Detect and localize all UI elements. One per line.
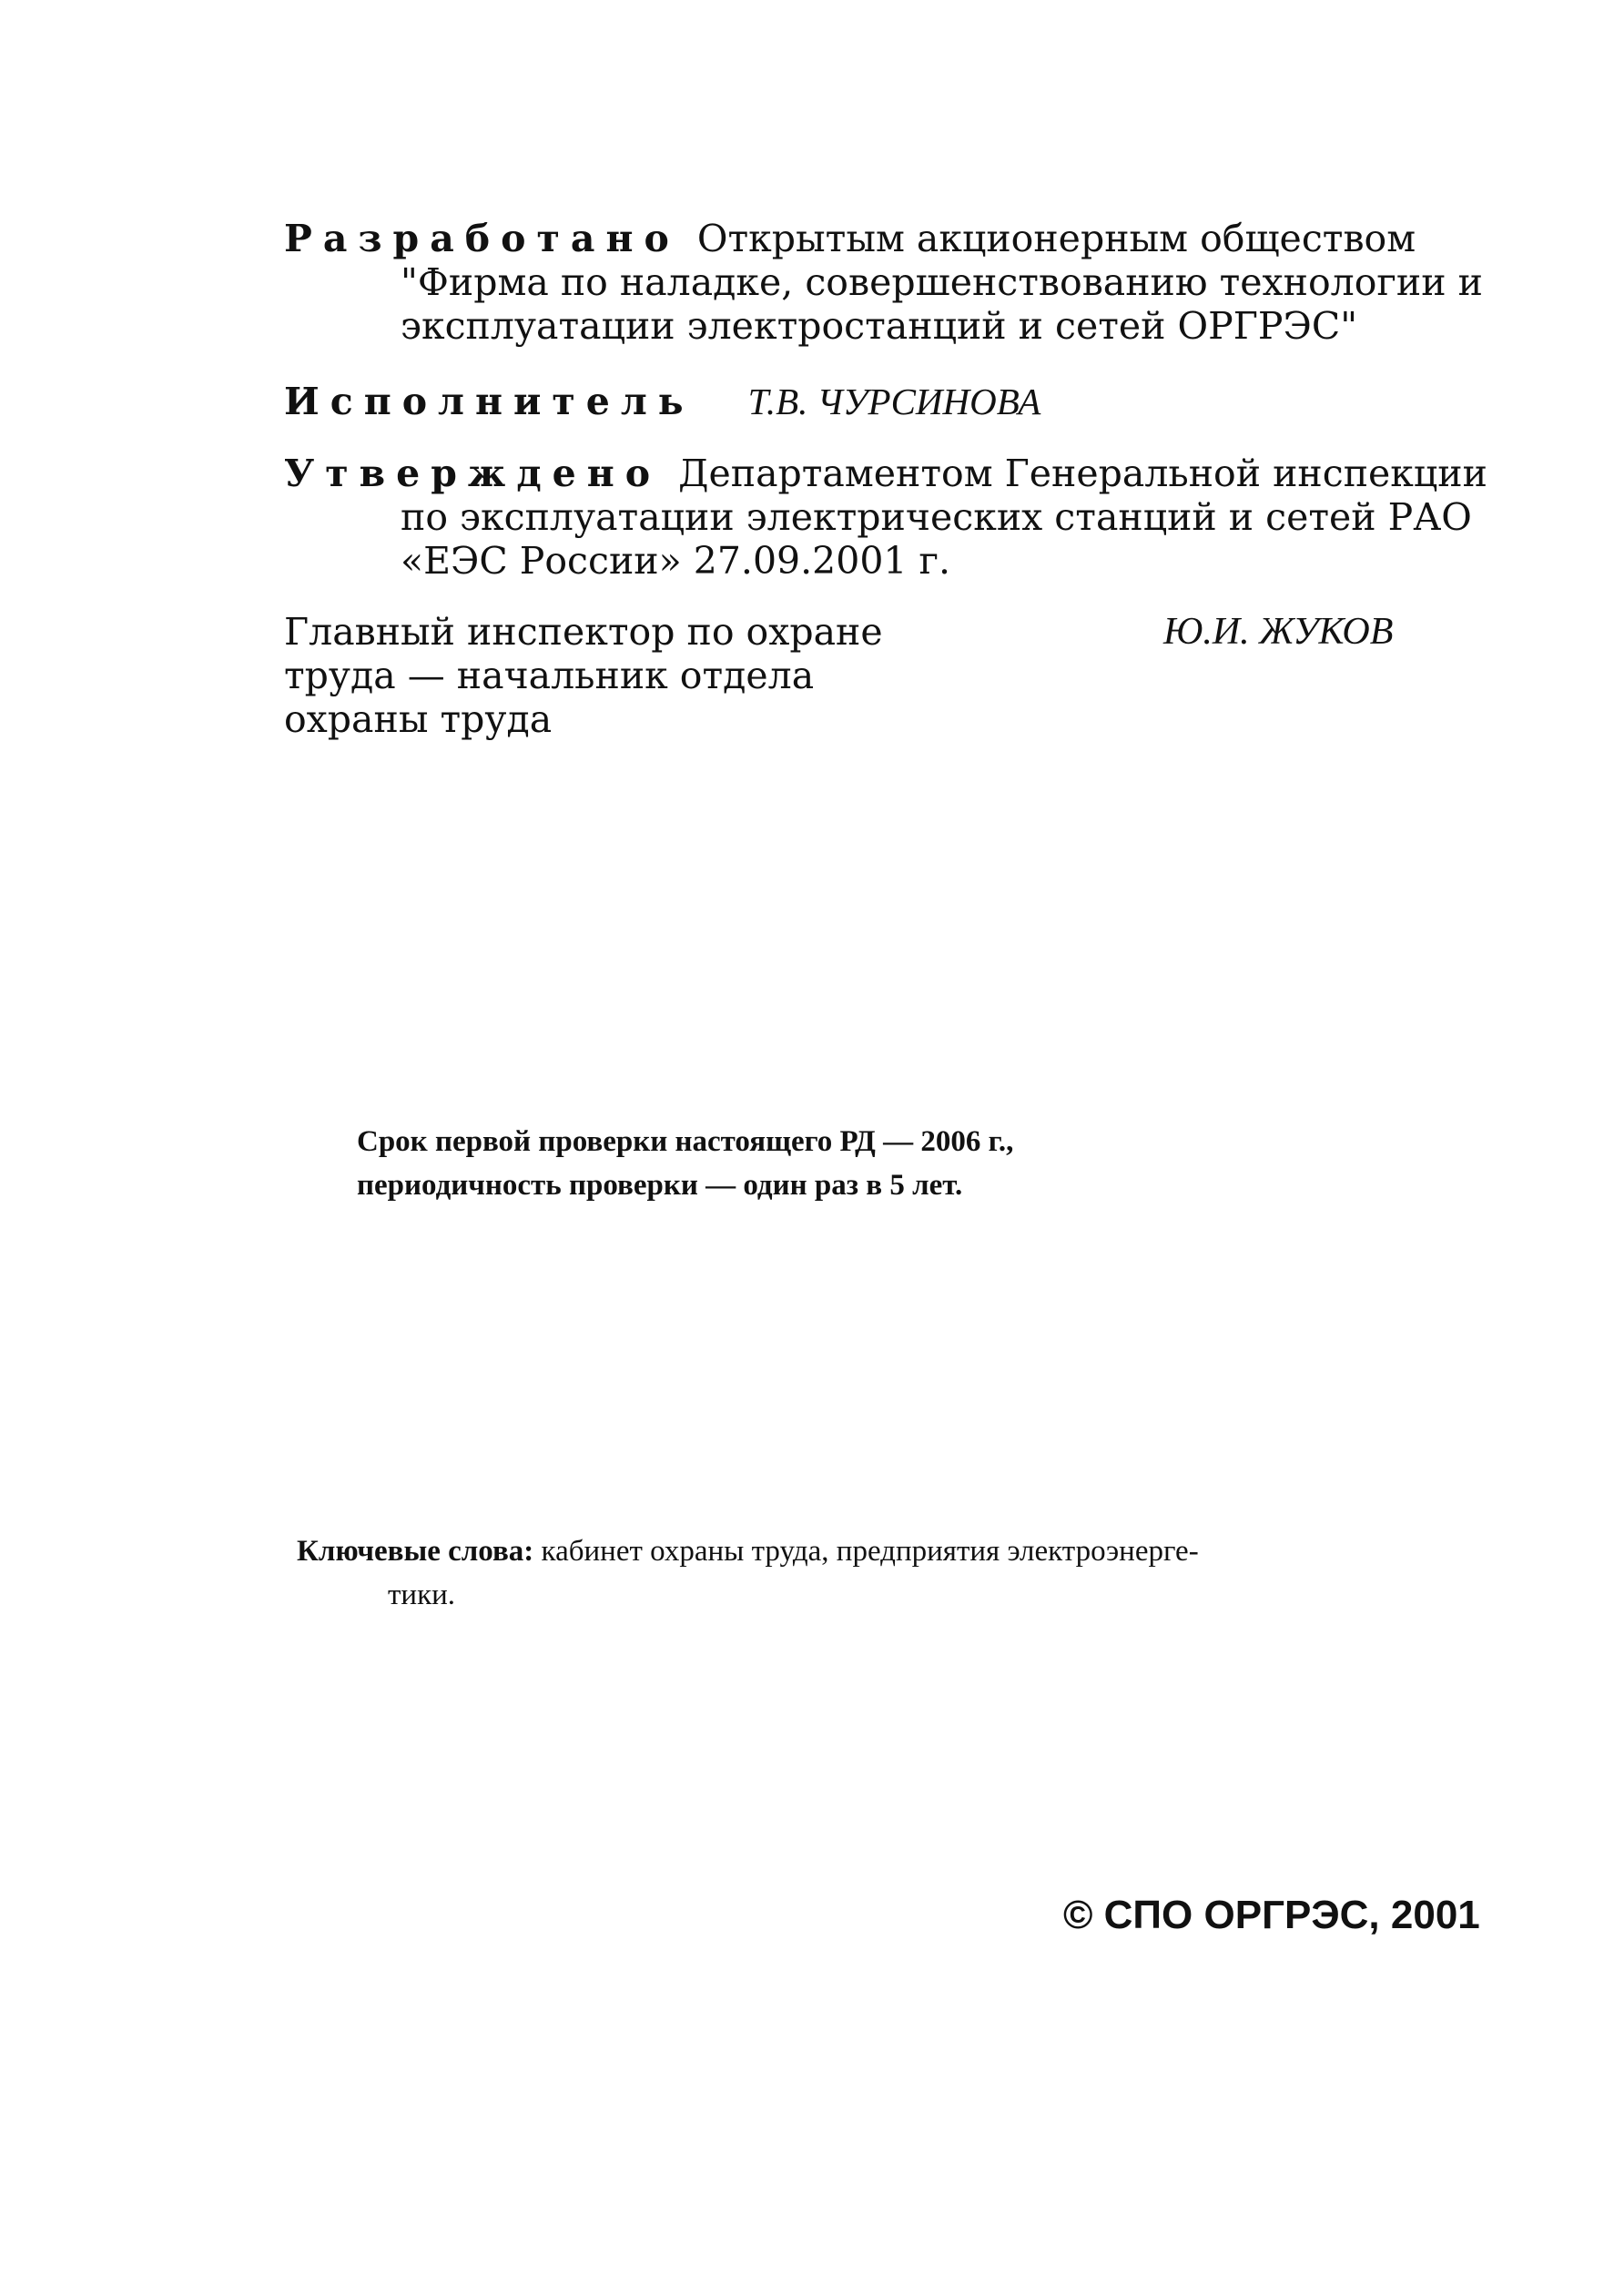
review-line-1: Срок первой проверки настоящего РД — 2006 г., xyxy=(357,1125,1014,1158)
developed-by-org-line-1: Открытым акционерным обществом xyxy=(696,217,1416,260)
approved-by-text-line-3: «ЕЭС России» 27.09.2001 г. xyxy=(401,539,951,583)
approved-by-label: Утверждено xyxy=(284,452,662,495)
keywords-text: кабинет охраны труда, предприятия электроэнерге- xyxy=(541,1535,1199,1568)
developed-by-line-1 xyxy=(284,217,1495,260)
keywords-text-continued: тики. xyxy=(388,1579,456,1611)
approved-by-text-line-1: Департаментом Генеральной инспекции xyxy=(678,452,1487,495)
inspector-role-line-2: труда — начальник отдела xyxy=(284,654,815,697)
review-line-2: периодичность проверки — один раз в 5 лет. xyxy=(357,1169,963,1202)
keywords-label: Ключевые слова: xyxy=(297,1535,534,1568)
keywords-line-1 xyxy=(297,1529,1507,1573)
inspector-role-line-3: охраны труда xyxy=(284,697,553,741)
developed-by-org-line-2: "Фирма по наладке, совершенствованию технологии и xyxy=(401,260,1483,304)
inspector-role-line-1: Главный инспектор по охране xyxy=(284,610,883,654)
keywords-section xyxy=(297,1529,1507,1617)
executor-section xyxy=(284,380,1495,423)
review-period-note xyxy=(357,1120,1013,1207)
approved-by-text-line-2: по эксплуатации электрических станций и сетей РАО xyxy=(401,495,1472,539)
developed-by-label: Разработано xyxy=(284,217,680,260)
copyright-notice: © СПО ОРГРЭС, 2001 xyxy=(1063,1893,1480,1937)
developed-by-org-line-3: эксплуатации электростанций и сетей ОРГРЭС" xyxy=(401,304,1358,348)
approved-by-section xyxy=(284,452,1495,583)
inspector-name: Ю.И. ЖУКОВ xyxy=(1163,611,1394,653)
developed-by-section xyxy=(284,217,1495,348)
approved-by-line-1 xyxy=(284,452,1495,495)
executor-label: Исполнитель xyxy=(284,380,695,423)
inspector-section xyxy=(284,610,1495,741)
executor-name: Т.В. ЧУРСИНОВА xyxy=(747,381,1041,422)
